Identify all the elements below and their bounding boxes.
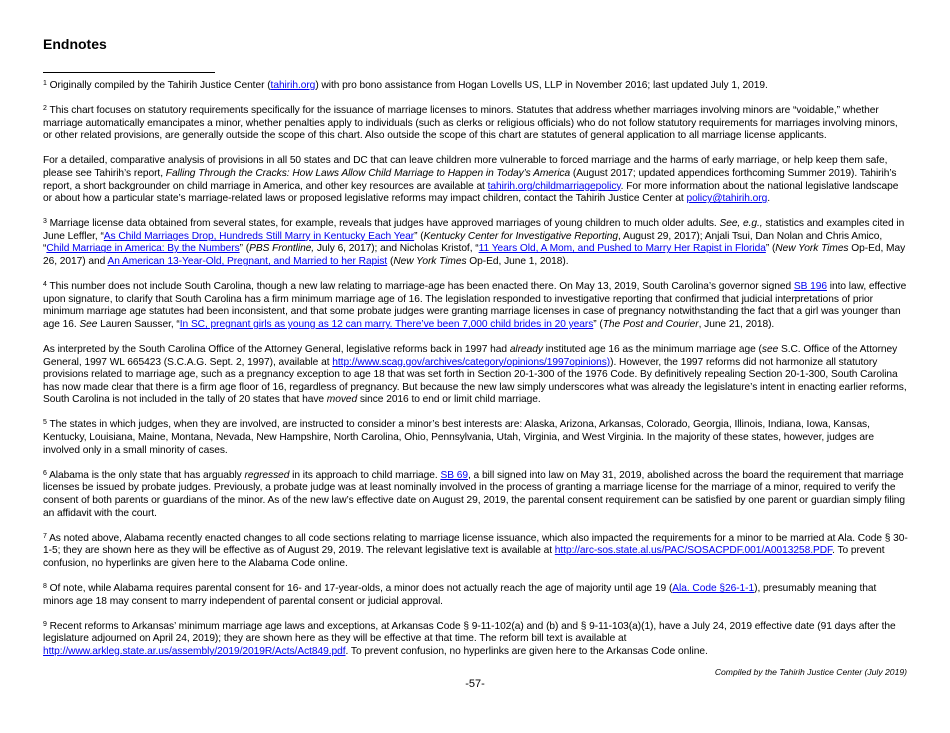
endnote-number: 4	[43, 281, 47, 289]
endnote-link[interactable]: tahirih.org	[270, 80, 316, 91]
endnote	[43, 583, 908, 608]
endnote-text: The states in which judges, when they are involved, are instructed to consider a minor’s best interests are: Alaska, Arizona, Arkansas, Colorado, Georgia, Illinois, Indiana, Iowa, Kansas, Kentucky, Louisiana, Maine, Montana, Nevada, New Hampshire, North Carolina, Ohio, Pennsylvania, Utah, Virginia, and West Virginia. In the majority of these states, however, judges are involved only in a small minority of cases.	[43, 419, 875, 456]
endnote-link[interactable]: SB 69	[440, 469, 468, 481]
endnote-text: ” (	[414, 230, 424, 242]
endnote-text: Of note, while Alabama requires parental consent for 16- and 17-year-olds, a minor does not actually reach the age of majority until age 19 (	[49, 582, 673, 594]
endnote-link[interactable]: In SC, pregnant girls as young as 12 can marry. There’ve been 7,000 child brides in 20 years	[179, 318, 594, 330]
endnote-link[interactable]: Child Marriage in America: By the Numbers	[46, 243, 240, 255]
endnote-text: ), presumably meaning that minors age 18 may consent to marry independent of parental consent or judicial approval.	[43, 582, 877, 607]
footer-credit: Compiled by the Tahirih Justice Center (July 2019)	[714, 667, 907, 677]
endnote-text: Alabama is the only state that has arguably	[49, 469, 245, 481]
endnote-text: ). However, the 1997 reforms did not harmonize all statutory provisions related to marriage age, such as a pregnancy exception to age 18 that was set forth in Section 20-1-300 of the 1976 Code. By definitively repealing Section 20-1-300, South Carolina has now made clear that there is a firm age floor of 16, regardless of pregnancy. But because the new law simply underscores what was already the legislature’s intent in enacting earlier reforms, South Carolina is not included in the tally of 20 states that have	[43, 356, 907, 406]
endnote-text: instituted age 16 as the minimum marriage age (	[542, 344, 762, 355]
endnote-number: 8	[43, 582, 47, 590]
endnote-link[interactable]: 11 Years Old, A Mom, and Pushed to Marry Her Rapist in Florida	[478, 243, 766, 255]
endnote-italic-text: already	[509, 344, 543, 355]
endnote-link[interactable]: http://arc-sos.state.al.us/PAC/SOSACPDF.001/A0013258.PDF	[554, 545, 833, 557]
endnote-text: , August 29, 2017); Anjali Tsui, Dan Nolan and Chris Amico, “	[43, 230, 883, 255]
endnote	[43, 419, 908, 457]
endnote-number: 7	[43, 532, 47, 540]
endnote-text: ” (	[239, 243, 250, 255]
endnote	[43, 621, 908, 659]
page-number: -57-	[465, 678, 485, 690]
endnote-text: S.C. Office of the Attorney General, 1997 WL 665423 (S.C.A.G. Sept. 2, 1997), available at	[43, 344, 898, 368]
endnote-text: (August 2017; updated appendices forthcoming Summer 2019). Tahirih’s report, a short backgrounder on child marriage in America, and other key resources are available at	[43, 167, 897, 192]
endnote-text: As noted above, Alabama recently enacted changes to all code sections relating to marriage license issuance, which also impacted the requirements for a minor to be married at Ala. Code § 30-1-5; they are shown here as they will be effective as of August 29, 2019. The relevant legislative text is available at	[43, 532, 908, 557]
endnote-italic-text: regressed	[244, 469, 290, 481]
endnote-text: Op-Ed, June 1, 2018).	[466, 256, 569, 268]
endnote-link[interactable]: tahirih.org/childmarriagepolicy	[487, 180, 621, 192]
endnote-link[interactable]: Ala. Code §26-1-1	[672, 582, 755, 594]
endnote-text: .	[767, 193, 771, 205]
endnote-text: Marriage license data obtained from several states, for example, reveals that judges have approved marriages of young children to much older adults.	[49, 218, 720, 230]
endnote-italic-text: See	[79, 318, 98, 330]
endnote-italic-text: Falling Through the Cracks: How Laws Allow Child Marriage to Happen in Today’s America	[165, 167, 571, 179]
endnote	[43, 105, 908, 143]
endnote-text: This chart focuses on statutory requirements specifically for the issuance of marriage licenses to minors. Statutes that address whether marriages involving minors are “voidable,” whether marriage automatically emancipates a minor, whether penalties apply to individuals (such as clerks or religious officials) who do not follow statutory requirements for marriages involving minors, or other related provisions, are generally outside the scope of this chart. Also outside the scope of this chart are statutes of general application to all marriage license applicants.	[43, 105, 898, 142]
endnote-text: since 2016 to end or limit child marriage.	[357, 394, 541, 406]
endnote-link[interactable]: As Child Marriages Drop, Hundreds Still Marry in Kentucky Each Year	[103, 230, 415, 242]
endnote	[43, 470, 908, 520]
endnote	[43, 533, 908, 571]
endnote-number: 3	[43, 218, 47, 226]
endnote-italic-text: See, e.g.,	[719, 218, 763, 230]
endnote-number: 5	[43, 419, 47, 427]
endnote	[43, 155, 908, 205]
endnote-italic-text: moved	[326, 394, 358, 406]
footnote-separator	[43, 72, 215, 73]
endnote-text: ” (	[765, 243, 776, 255]
endnote-text: July 6, 2017); and Nicholas Kristof, “	[314, 243, 479, 255]
endnote-text: . For more information about the national legislative landscape or about how a particular state’s marriage-related laws or proposed legislative reforms may impact children, contact the Tahirih Justice Center at	[43, 180, 899, 205]
endnote-link[interactable]: http://www.arkleg.state.ar.us/assembly/2019/2019R/Acts/Act849.pdf	[43, 645, 346, 657]
endnote-text: , June 21, 2018).	[698, 318, 775, 330]
endnote-italic-text: New York Times	[775, 243, 849, 255]
endnote-text: . To prevent confusion, no hyperlinks are given here to the Arkansas Code online.	[345, 645, 708, 657]
endnote-text: Op-Ed, May 26, 2017) and	[43, 243, 906, 268]
endnote-link[interactable]: policy@tahirih.org	[686, 193, 768, 205]
endnote	[43, 218, 908, 268]
page-heading: Endnotes	[43, 36, 107, 52]
endnote-text: in its approach to child marriage.	[289, 469, 441, 481]
endnote-text: ) with pro bono assistance from Hogan Lovells US, LLP in November 2016; last updated July 1, 2019.	[315, 80, 768, 91]
endnote-text: Lauren Sausser, “	[97, 318, 180, 330]
endnote-italic-text: PBS Frontline,	[249, 243, 315, 255]
endnote-text: As interpreted by the South Carolina Office of the Attorney General, legislative reforms back in 1997 had	[43, 344, 510, 355]
endnote-text: For a detailed, comparative analysis of provisions in all 50 states and DC that can leave children more vulnerable to forced marriage and the harms of early marriage, or help keep them safe, please see Tahirih’s report,	[43, 155, 888, 179]
endnote-text: This number does not include South Carolina, though a new law relating to marriage-age has been enacted there. On May 13, 2019, South Carolina’s governor signed	[49, 281, 794, 293]
endnote-text: Recent reforms to Arkansas’ minimum marriage age laws and exceptions, at Arkansas Code § 9-11-102(a) and (b) and § 9-11-103(a)(1), have a July 24, 2019 effective date (91 days after the legislature adjourned on April 24, 2019); they are shown here as they will be effective at that time. The reform bill text is available at	[43, 620, 896, 645]
endnote-number: 2	[43, 105, 47, 113]
endnote-text: (	[387, 256, 394, 268]
endnote	[43, 281, 908, 331]
endnote-text: . To prevent confusion, no hyperlinks are given here to the Alabama Code online.	[43, 545, 885, 569]
endnote-text: Originally compiled by the Tahirih Justice Center (	[49, 80, 271, 91]
endnote-text: into law, effective upon signature, to clarify that South Carolina has a firm minimum marriage age of 16. The legislation responded to investigative reporting that confirmed that judicial interpretations of prior minimum marriage age statutes had been inconsistent, and that some probate judges were granting marriage licenses in case of pregnancy notwithstanding the fact that a girl was younger than age 16.	[43, 281, 907, 330]
endnote-italic-text: New York Times	[393, 256, 467, 268]
endnote-number: 9	[43, 620, 47, 628]
endnote-number: 6	[43, 469, 47, 477]
endnote	[43, 344, 908, 407]
endnote-italic-text: Kentucky Center for Investigative Reporting	[423, 230, 618, 242]
endnote-number: 1	[43, 80, 47, 87]
endnote-text: statistics and examples cited in June Leffler, “	[43, 218, 905, 242]
endnote-link[interactable]: SB 196	[793, 281, 827, 293]
endnotes-list	[43, 80, 908, 671]
endnote-italic-text: see	[761, 344, 779, 355]
endnote	[43, 80, 908, 93]
endnote-link[interactable]: An American 13-Year-Old, Pregnant, and Married to her Rapist	[107, 256, 388, 268]
endnote-text: ” (	[593, 318, 603, 330]
endnote-link[interactable]: http://www.scag.gov/archives/category/opinions/1997opinions)	[332, 356, 611, 368]
endnote-text: , a bill signed into law on May 31, 2019, abolished across the board the requirement that marriage licenses be issued by probate judges. Previously, a probate judge was at least nominally involved in the process of granting a marriage license for the marriage of a minor, required to verify the consent of both parents or guardians of the minor. As of the new law’s effective date on August 29, 2019, the parental consent requirement can be satisfied by one parent or guardian simply filing an affidavit with the court.	[43, 469, 906, 519]
endnote-italic-text: The Post and Courier	[602, 318, 699, 330]
